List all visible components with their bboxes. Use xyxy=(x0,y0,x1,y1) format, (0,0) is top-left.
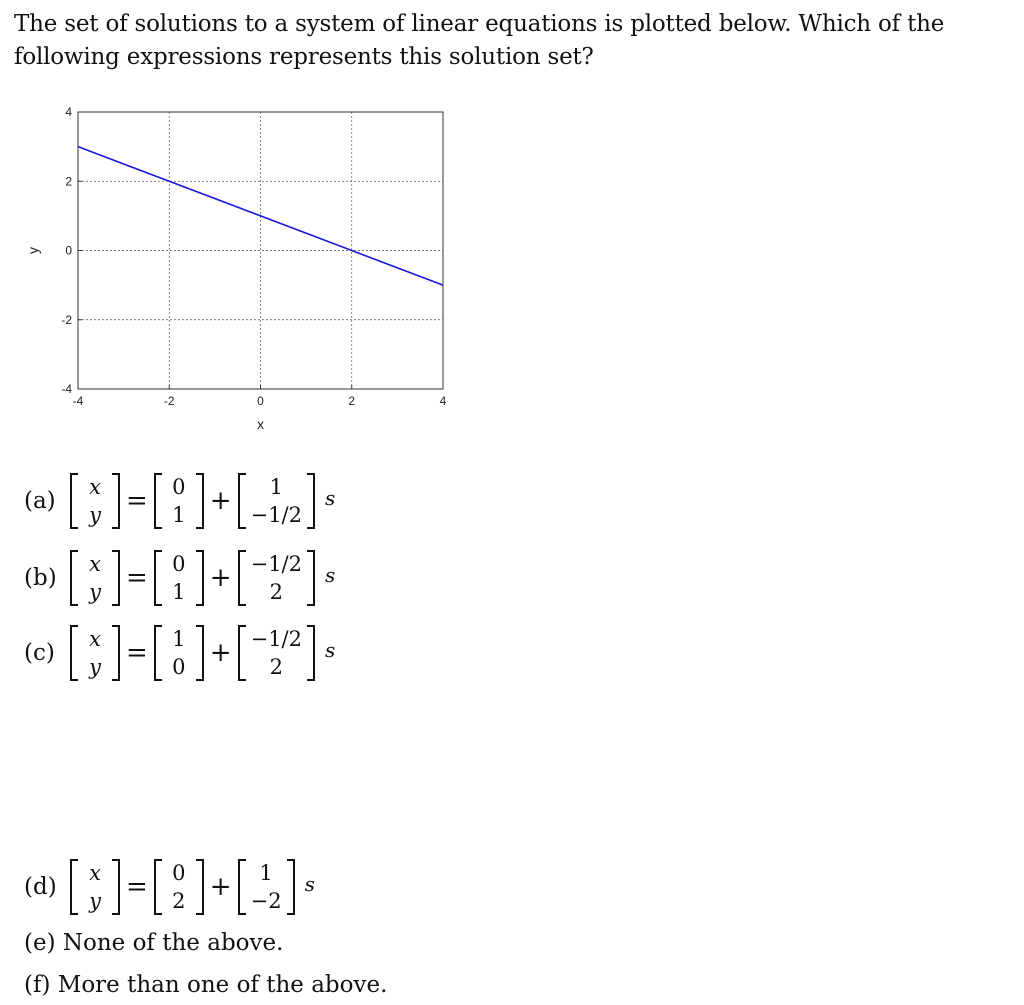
equals-sign: = xyxy=(126,563,148,593)
x-tick-label: 4 xyxy=(439,394,447,408)
lhs-vector xyxy=(70,473,120,529)
x-tick-label: -4 xyxy=(72,394,84,408)
vector-entry: 2 xyxy=(269,655,283,679)
solution-plot xyxy=(20,100,460,445)
y-tick-label: 4 xyxy=(65,105,72,119)
option-label: (b) xyxy=(24,565,57,591)
vector-entry: 2 xyxy=(269,580,283,604)
point-vector xyxy=(154,550,204,606)
point-vector xyxy=(154,473,204,529)
parameter: s xyxy=(325,563,336,587)
direction-vector xyxy=(238,625,315,681)
vector-entry: 1 xyxy=(172,627,186,651)
point-vector xyxy=(154,625,204,681)
x-tick-label: 2 xyxy=(348,394,356,408)
parameter: s xyxy=(325,638,336,662)
vector-entry: 1 xyxy=(172,580,186,604)
vector-entry: −1/2 xyxy=(250,627,302,651)
vector-entry: x xyxy=(89,475,101,499)
y-tick-label: -4 xyxy=(61,382,72,396)
vector-entry: 0 xyxy=(172,552,186,576)
plus-sign: + xyxy=(209,638,232,668)
y-tick-label: 0 xyxy=(65,243,72,258)
parameter: s xyxy=(304,872,315,896)
point-vector xyxy=(154,859,204,915)
option-label: (a) xyxy=(24,488,56,514)
vector-entry: 0 xyxy=(172,861,186,885)
option-label: (c) xyxy=(24,640,55,666)
vector-entry: 1 xyxy=(172,503,186,527)
question-text: The set of solutions to a system of linear equations is plotted below. Which of the following expressions represents this solution set? xyxy=(14,11,945,70)
vector-entry: y xyxy=(89,889,101,913)
x-axis-label: x xyxy=(257,416,264,432)
vector-entry: −1/2 xyxy=(250,552,302,576)
option-text: More than one of the above. xyxy=(57,972,388,998)
lhs-vector xyxy=(70,550,120,606)
lhs-vector xyxy=(70,625,120,681)
y-tick-label: -2 xyxy=(61,312,72,327)
vector-entry: 0 xyxy=(172,475,186,499)
x-tick-label: 0 xyxy=(257,394,264,408)
equals-sign: = xyxy=(126,638,148,668)
option-d[interactable] xyxy=(24,852,315,922)
direction-vector xyxy=(238,473,315,529)
plus-sign: + xyxy=(209,486,232,516)
parameter: s xyxy=(325,486,336,510)
option-label: (d) xyxy=(24,874,57,900)
option-f[interactable] xyxy=(24,970,387,1000)
option-b[interactable] xyxy=(24,543,335,613)
lhs-vector xyxy=(70,859,120,915)
x-tick-label: -2 xyxy=(163,394,175,408)
vector-entry: x xyxy=(89,552,101,576)
vector-entry: −1/2 xyxy=(250,503,302,527)
option-label: (f) xyxy=(24,972,51,998)
option-a[interactable] xyxy=(24,466,335,536)
direction-vector xyxy=(238,859,295,915)
equals-sign: = xyxy=(126,486,148,516)
vector-entry: y xyxy=(89,655,101,679)
option-label: (e) xyxy=(24,930,56,956)
y-axis-label: y xyxy=(25,247,41,254)
vector-entry: y xyxy=(89,580,101,604)
option-c[interactable] xyxy=(24,618,335,688)
plus-sign: + xyxy=(209,872,232,902)
vector-entry: −2 xyxy=(250,889,282,913)
y-tick-label: 2 xyxy=(65,174,72,189)
equals-sign: = xyxy=(126,872,148,902)
vector-entry: 1 xyxy=(269,475,283,499)
direction-vector xyxy=(238,550,315,606)
option-text: None of the above. xyxy=(62,930,284,956)
vector-entry: 0 xyxy=(172,655,186,679)
option-e[interactable] xyxy=(24,928,283,958)
plus-sign: + xyxy=(209,563,232,593)
plot-svg xyxy=(20,100,460,445)
vector-entry: 1 xyxy=(259,861,273,885)
vector-entry: y xyxy=(89,503,101,527)
vector-entry: x xyxy=(89,627,101,651)
vector-entry: x xyxy=(89,861,101,885)
vector-entry: 2 xyxy=(172,889,186,913)
